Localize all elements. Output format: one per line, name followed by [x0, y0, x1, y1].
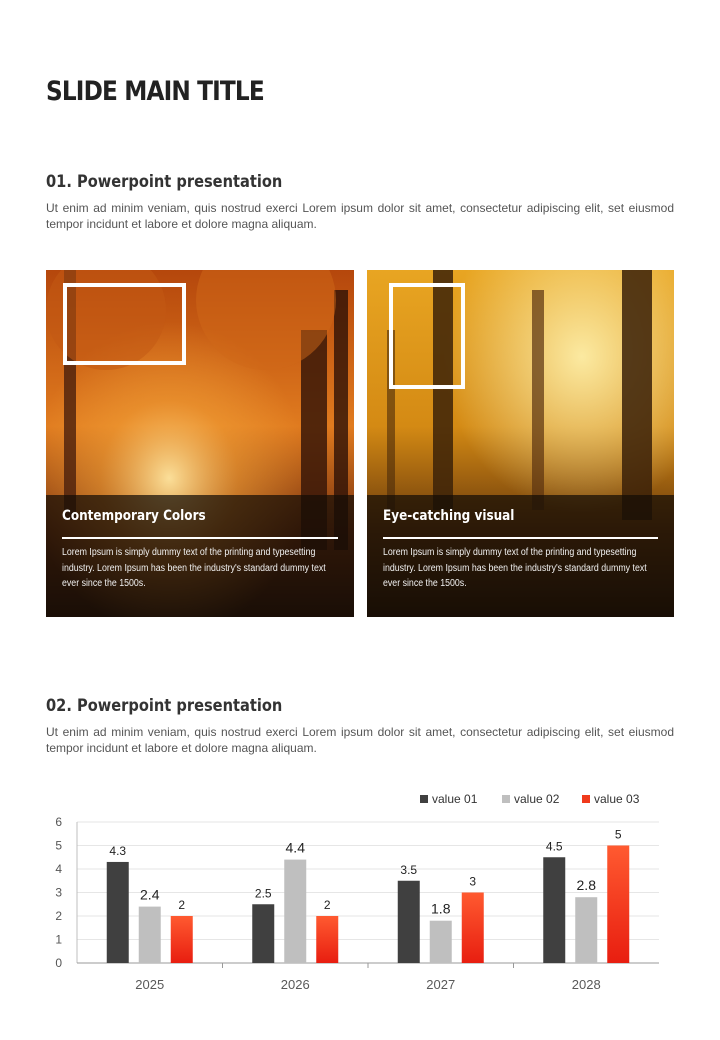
bar-value-01-2028	[543, 857, 565, 963]
bar-value-02-2025	[139, 907, 161, 963]
section2-body: Ut enim ad minim veniam, quis nostrud exerci Lorem ipsum dolor sit amet, consectetur adipiscing elit, set eiusmod tempor incidunt et labore et dolore magna aliquam.	[46, 725, 674, 755]
caption-divider	[62, 537, 338, 539]
data-label: 2	[178, 898, 186, 912]
section1-heading: 01. Powerpoint presentation	[46, 172, 283, 192]
white-frame-decoration	[389, 283, 465, 389]
data-label: 2	[323, 898, 331, 912]
bar-value-03-2028	[607, 846, 629, 964]
bar-value-01-2027	[398, 881, 420, 963]
bar-value-02-2026	[284, 860, 306, 963]
y-tick-label: 5	[55, 838, 62, 853]
data-label: 4.3	[109, 843, 127, 858]
card-title: Eye-catching visual	[383, 508, 515, 524]
y-tick-label: 3	[55, 885, 62, 900]
y-tick-label: 4	[55, 862, 62, 876]
data-label: 3.5	[400, 862, 418, 877]
data-label: 2.8	[576, 877, 596, 894]
y-tick-label: 2	[55, 909, 62, 923]
data-label: 1.8	[431, 900, 451, 917]
card-text: Lorem Ipsum is simply dummy text of the printing and typesetting industry. Lorem Ipsum has been the industry's standard dummy text ever since the 1500s.	[383, 547, 647, 589]
bar-value-01-2026	[252, 904, 274, 963]
photo-card-1	[46, 270, 354, 617]
y-tick-label: 6	[55, 815, 62, 829]
data-label: 4.5	[545, 839, 563, 854]
section1-body: Ut enim ad minim veniam, quis nostrud exerci Lorem ipsum dolor sit amet, consectetur adipiscing elit, set eiusmod tempor incidunt et labore et dolore magna aliquam.	[46, 201, 674, 231]
bar-value-03-2026	[316, 916, 338, 963]
legend-label: value 03	[594, 792, 640, 806]
caption-overlay	[367, 495, 674, 617]
white-frame-decoration	[63, 283, 186, 365]
x-tick-label: 2027	[426, 977, 456, 992]
x-tick-label: 2025	[135, 977, 165, 992]
legend-label: value 01	[432, 792, 478, 806]
data-label: 5	[614, 827, 622, 842]
bar-value-03-2025	[171, 916, 193, 963]
data-label: 3	[469, 874, 477, 889]
y-tick-label: 0	[55, 956, 62, 970]
card-text: Lorem Ipsum is simply dummy text of the printing and typesetting industry. Lorem Ipsum has been the industry's standard dummy text ever since the 1500s.	[62, 547, 326, 589]
card-title: Contemporary Colors	[62, 508, 206, 524]
photo-card-2	[367, 270, 674, 617]
chart-plot	[0, 780, 720, 1000]
data-label: 2.5	[254, 886, 272, 901]
section2-heading: 02. Powerpoint presentation	[46, 696, 283, 716]
legend-label: value 02	[514, 792, 560, 806]
bar-value-02-2027	[430, 921, 452, 963]
x-tick-label: 2028	[571, 977, 601, 992]
bar-value-02-2028	[575, 897, 597, 963]
bar-value-03-2027	[462, 893, 484, 964]
page-title: SLIDE MAIN TITLE	[46, 76, 264, 107]
data-label: 2.4	[140, 886, 160, 903]
bar-value-01-2025	[107, 862, 129, 963]
y-tick-label: 1	[55, 932, 62, 947]
caption-overlay	[46, 495, 354, 617]
bar-chart	[0, 780, 720, 1000]
data-label: 4.4	[285, 839, 305, 856]
caption-divider	[383, 537, 658, 539]
x-tick-label: 2026	[280, 977, 310, 992]
